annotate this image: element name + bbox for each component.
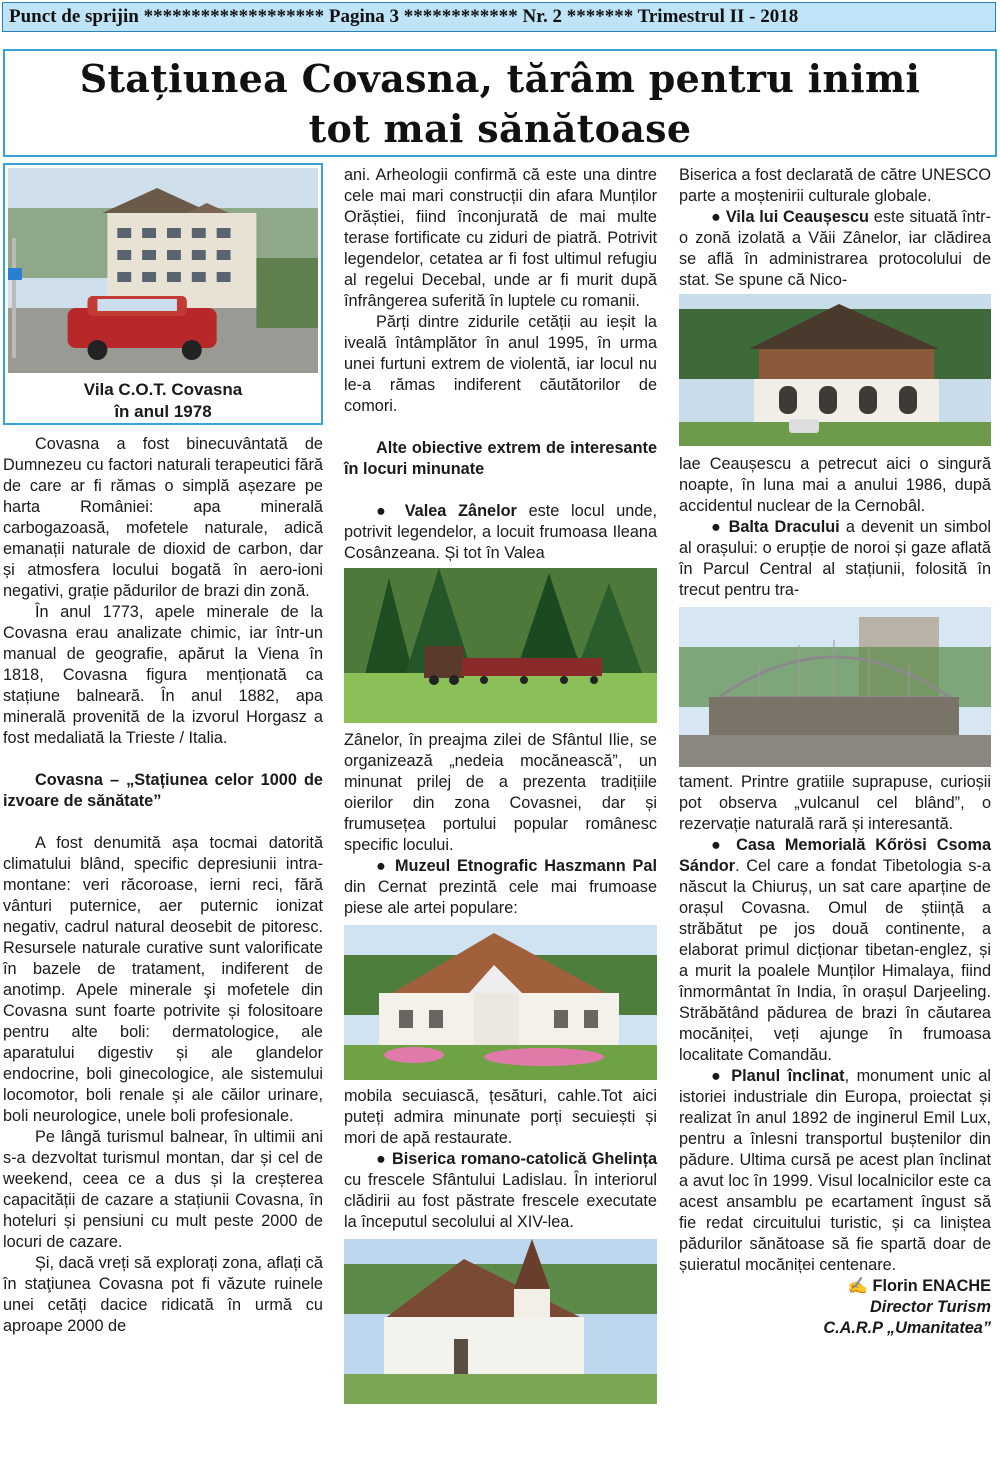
article-title-box [3,49,997,157]
paragraph-balta-dracului: ● Balta Dracului a devenit un simbol al orașului: o erupție de noroi și gaze aflată în Parcul Central al stațiunii, folosită în trecut pentru tra- [679,518,991,599]
paragraph: Biserica a fost declarată de către UNESCO parte a moștenirii culturale globale. [679,166,991,205]
photo-caption-vila-cot: Vila C.O.T. Covasna în anul 1978 [83,380,243,421]
photo-balta-dracului [679,607,991,767]
title-line-1: Stațiunea Covasna, tărâm pentru inimi [79,56,921,101]
column-3 [679,165,991,1339]
paragraph-valea-zanelor: ● Valea Zânelor este locul unde, potrivit legendelor, a locuit frumoasa Ileana Cosânzeana. Și tot în Valea [344,502,657,562]
title-line-2: tot mai sănătoase [308,106,692,151]
photo-vila-ceausescu [679,294,991,446]
paragraph-casa-memoriala: ● Casa Memorială Kőrösi Csoma Sándor. Cel care a fondat Tibetologia s-a născut la Chiuruș, un sat care aparține de orașul Covasna. Omul de știință a străbătut pe jos două continente, a elaborat primul dicționar tibetan-englez, și a murit la poalele Munților Himalaya, fiind înmormântat în India, în orașul Darjeeling. Străbătând pădurea de brazi în căutarea mocăniței, veți ajunge în frumoasa localitate Comandău. [679,836,991,1064]
photo-vila-cot [8,168,318,373]
paragraph-biserica: ● Biserica romano-catolică Ghelința cu frescele Sfântului Ladislau. În interiorul clădirii au fost păstrate frescele executate la începutul secolului al XIV-lea. [344,1150,657,1231]
column-2 [344,165,657,1404]
paragraph: A fost denumită așa tocmai datorită climatului blând, specific depresiunii intra-montane: veri răcoroase, ierni reci, fără vânturi puternice, aer puternic ionizat negativ, cadrul natural deosebit de pitoresc. Resursele naturale curative sunt valorificate în bazele de tratament, indiferent de anotimp. Apele minerale şi mofetele din Covasna sunt foarte potrivite și folositoare pentru alte boli: dermatologice, ale aparatului digestiv și ale glandelor endocrine, boli ginecologice, ale sistemului locomotor, boli renale și ale căilor urinare, boli neurologice, unele boli profesionale. [3,834,323,1125]
paragraph: tament. Printre gratiile suprapuse, curioșii pot observa „vulcanul cel blând”, o rezervație naturală rară și interesantă. [679,773,991,833]
paragraph-muzeu: ● Muzeul Etnografic Haszmann Pal din Cernat prezintă cele mai frumoase piese ale artei populare: [344,857,657,917]
paragraph: Covasna a fost binecuvântată de Dumnezeu cu factori naturali terapeutici fără de care ar fi rămas o simplă așezare pe harta României: apa minerală carbogazoasă, mofetele naturale, adică emanații naturale de dioxid de carbon, dar și atmosfera locului bogată în aero-ioni negativi, grație pădurilor de brazi din zonă. [3,435,323,600]
subheading-1000-izvoare: Covasna – „Stațiunea celor 1000 de izvoare de sănătate” [3,771,323,810]
paragraph: În anul 1773, apele minerale de la Covasna erau analizate chimic, iar într-un manual de geografie, apărut la Viena în 1818, Covasna figura menționată ca stațiune balneară. În anul 1882, apa minerală provenită de la izvorul Horgasz a fost medaliată la Trieste / Italia. [3,603,323,747]
page-header: Punct de sprijin ******************* Pagina 3 ************ Nr. 2 ******* Trimestrul II - 2018 [2,2,996,32]
photo-valea-zanelor-train [344,568,657,723]
photo-frame-vila-cot [3,163,323,425]
paragraph: Pe lângă turismul balnear, în ultimii ani s-a dezvoltat turismul montan, dar și cel de weekend, ceea ce a dus și la creșterea capacității de cazare a stațiunii Covasna, în hoteluri și pensiuni cu mult peste 2000 de locuri de cazare. [3,1128,323,1251]
paragraph: lae Ceaușescu a petrecut aici o singură noapte, în luna mai a anului 1986, după accidentul nuclear de la Cernobâl. [679,455,991,515]
author-name: ✍ Florin ENACHE [847,1277,991,1295]
paragraph: Părți dintre zidurile cetății au ieșit la iveală întâmplător în anul 1995, în urma unei furtuni extrem de violentă, iar locul nu le-a rămas indiferent căutătorilor de comori. [344,313,657,415]
paragraph-planul-inclinat: ● Planul înclinat, monument unic al istoriei industriale din Europa, proiectat și realizat în anul 1892 de inginerul Emil Lux, pentru a înlesni transportul buștenilor din pădure. Ultima cursă pe acest plan înclinat a avut loc în 1999. Visul localnicilor este ca acest ansamblu pe ecartament îngust să fie redat circuitului turistic, și ca liniștea pădurilor sănătoase să fie spartă doar de șuieratul mocăniței centenare. [679,1067,991,1274]
photo-biserica-ghelinta [344,1239,657,1404]
subheading-alte-obiective: Alte obiective extrem de interesante în locuri minunate [344,439,657,478]
paragraph: ani. Arheologii confirmă că este una dintre cele mai mari construcții din afara Munților Orăștiei, fiind înconjurată de mai multe terase fortificate cu ziduri de piatră. Potrivit legendelor, cetatea ar fi fost ultimul refugiu al regelui Decebal, unde ar fi murit după înfrângerea suferită în luptele cu romanii. [344,166,657,310]
paragraph: Și, dacă vreți să explorați zona, aflați că în staţiunea Covasna pot fi văzute ruinele unei cetăți dacice ridicată în urmă cu aproape 2000 de [3,1254,323,1335]
author-role: Director Turism [870,1298,991,1316]
paragraph: Zânelor, în preajma zilei de Sfântul Ilie, se organizează „nedeia mocănească”, un minunat prilej de a prezenta tradițiile oierilor din zona Covasnei, dar și frumusețea portului popular românesc specific locului. [344,731,657,854]
signature-block [679,1276,991,1339]
paragraph: mobila secuiască, țesături, cahle.Tot aici puteți admira minunate porți secuiești și mori de apă restaurate. [344,1087,657,1147]
paragraph-vila-ceausescu: ● Vila lui Ceaușescu este situată într-o zonă izolată a Văii Zânelor, iar clădirea se află în administrarea protocolului de stat. Se spune că Nico- [679,208,991,289]
column-1 [3,163,323,1337]
photo-muzeu-haszmann [344,925,657,1080]
article-title [5,51,995,154]
author-organization: C.A.R.P „Umanitatea” [823,1319,991,1337]
